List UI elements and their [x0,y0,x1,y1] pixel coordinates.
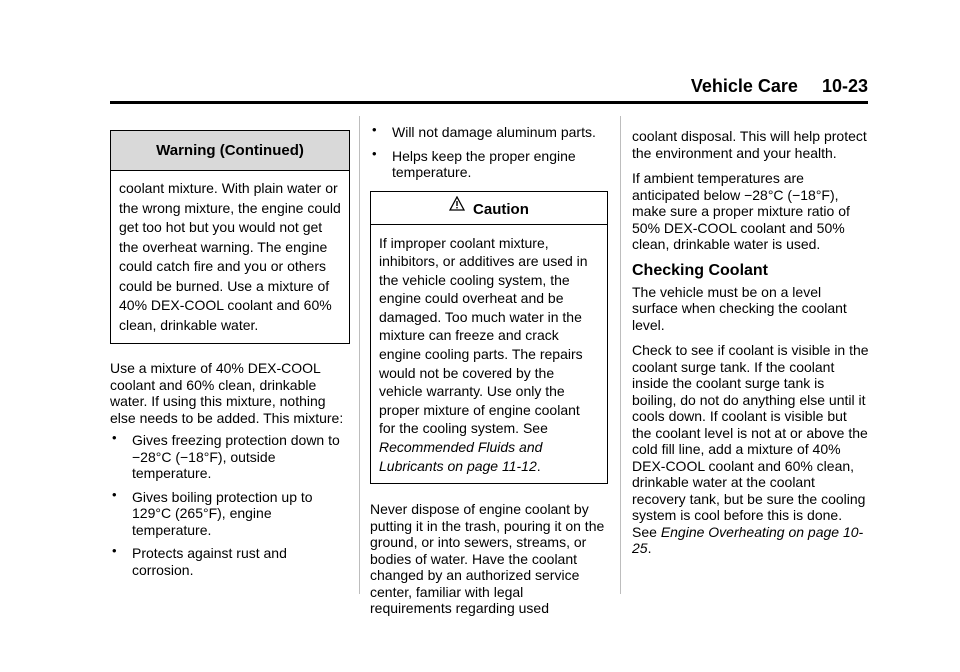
bullet-icon: • [112,486,117,502]
list-item: • Protects against rust and corrosion. [112,543,287,578]
column-1 [110,116,350,585]
column-divider [359,116,360,594]
level-surface-text: The vehicle must be on a level surface when checking the coolant level. [632,283,847,333]
page-header [110,76,868,100]
warning-text: coolant mixture. With plain water or the wrong mixture, the engine could get too hot but you would not get the overheat warning. The engine could catch fire and you or others could be burned. Use a mixture of 40% DEX-COOL coolant and 60% clean, drinkable water. [119,180,341,333]
bullet-icon: • [372,145,377,161]
ambient-temperature-text: If ambient temperatures are anticipated below −28°C (−18°F), make sure a proper mixture ratio of 50% DEX-COOL coolant and 50% clean, drinkable water is used. [632,170,850,252]
section-title: Vehicle Care [690,76,798,96]
bullet-icon: • [112,430,117,445]
warning-title: Warning (Continued) [111,131,349,171]
fluids-reference-link[interactable]: Recommended Fluids and Lubricants on page 11-12 [379,439,543,474]
overheating-reference-link[interactable]: Engine Overheating on page 10-25 [632,523,864,556]
header-rule [110,101,868,104]
disposal-text: Never dispose of engine coolant by putting it in the trash, pouring it on the ground, or into sewers, streams, or bodies of water. Have the coolant changed by an authorized service center, familiar with legal requirements regarding used [370,501,605,617]
warning-triangle-icon [449,198,469,214]
column-divider [620,116,621,594]
column-3 [632,116,870,562]
section-heading: Checking Coolant [632,261,769,279]
bullet-icon: • [112,543,117,558]
mixture-intro: Use a mixture of 40% DEX-COOL coolant and 60% clean, drinkable water. If using this mixture, nothing else needs to be added. This mixture: [110,360,344,426]
page-number: 10-23 [821,76,868,96]
caution-header [371,192,607,225]
list-item: • Will not damage aluminum parts. [372,122,596,140]
list-item: • Helps keep the proper engine temperature. [372,145,576,180]
bullet-icon: • [372,122,377,137]
mixture-benefits-list-continued [370,124,608,181]
mixture-benefits-list [110,432,350,578]
caution-text: If improper coolant mixture, inhibitors, or additives are used in the vehicle cooling system, the engine could overheat and be damaged. Too much water in the mixture can freeze and crack engine cooling parts. The repairs would not be covered by the vehicle warranty. Use only the proper mixture of engine coolant for the cooling system. See Recommended Fluids and Lubricants on page 11-12. [379,234,588,474]
caution-title: Caution [473,200,529,218]
check-coolant-text: Check to see if coolant is visible in the coolant surge tank. If the coolant inside the coolant surge tank is boiling, do not do anything else until it cools down. If coolant is visible but the coolant level is not at or above the cold fill line, add a mixture of 40% DEX-COOL coolant and 60% clean, drinkable water at the coolant recovery tank, but be sure the cooling system is cool before this is done. See Engine Overheating on page 10-25. [632,342,869,556]
disposal-continued: coolant disposal. This will help protect the environment and your health. [632,128,867,161]
list-item: • Gives boiling protection up to 129°C (265°F), engine temperature. [112,486,313,538]
column-2 [370,116,608,622]
caution-box [370,191,608,485]
warning-box [110,130,350,344]
list-item: • Gives freezing protection down to −28°C (−18°F), outside temperature. [112,430,340,481]
